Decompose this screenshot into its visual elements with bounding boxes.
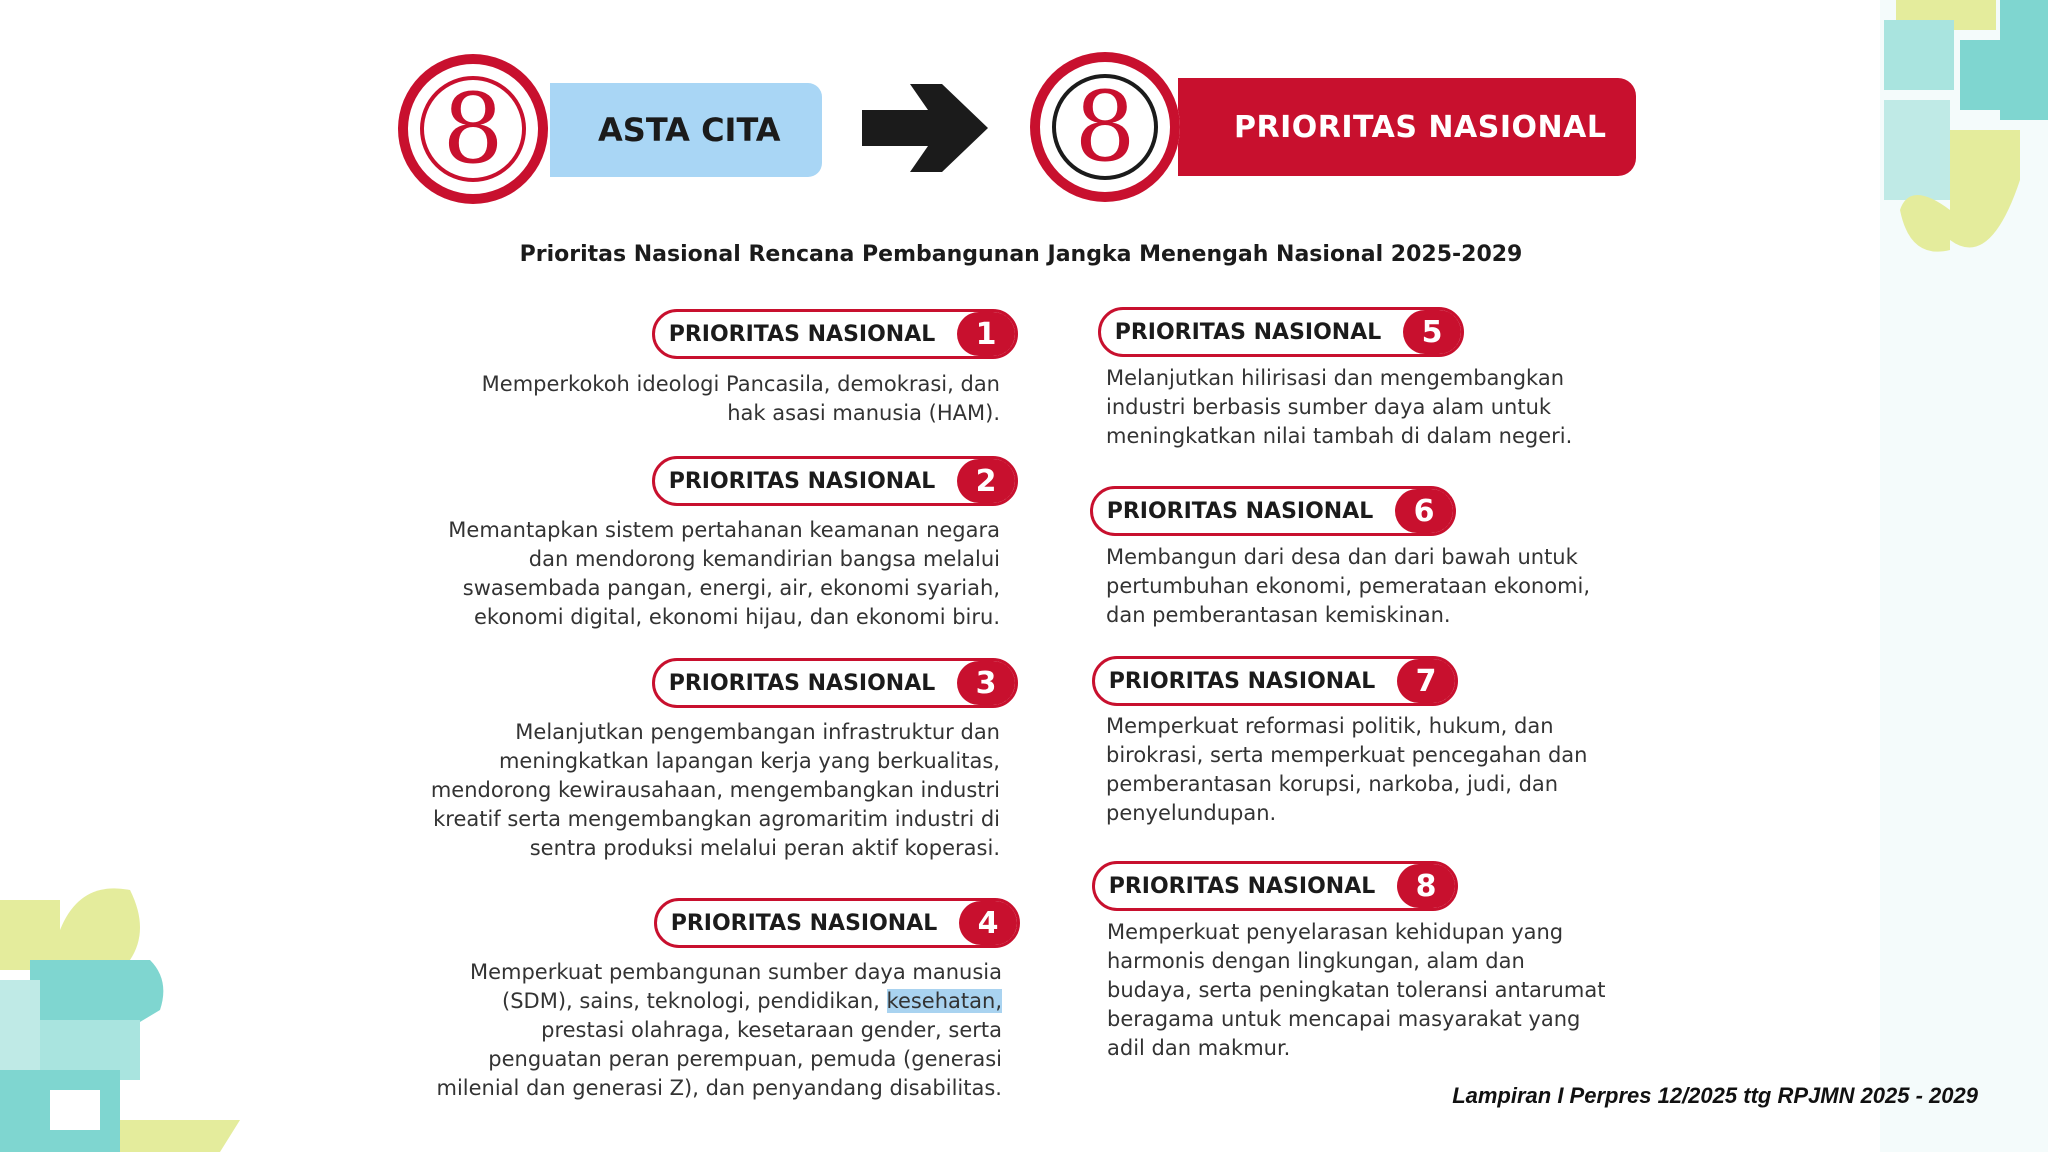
priority-label: PRIORITAS NASIONAL <box>1108 873 1376 899</box>
priority-description-6: Membangun dari desa dan dari bawah untuk pertumbuhan ekonomi, pemerataan ekonomi, dan pemberantasan kemiskinan. <box>1106 545 1591 627</box>
priority-description-1: Memperkokoh ideologi Pancasila, demokrasi, dan hak asasi manusia (HAM). <box>481 372 1000 425</box>
arrow-right-icon <box>862 80 990 176</box>
priority-number: 4 <box>959 901 1017 945</box>
decorative-corner-bottom-left <box>0 870 240 1152</box>
prioritas-nasional-label: PRIORITAS NASIONAL <box>1178 78 1636 176</box>
priority-description-3: Melanjutkan pengembangan infrastruktur dan meningkatkan lapangan kerja yang berkualitas, mendorong kewirausahaan, mengembangkan industri kreatif serta mengembangkan agromaritim industri di sentra produksi melalui peran aktif koperasi. <box>430 720 1000 860</box>
priority-description-2: Memantapkan sistem pertahanan keamanan negara dan mendorong kemandirian bangsa melalui swasembada pangan, energi, air, ekonomi syariah, ekonomi digital, ekonomi hijau, dan ekonomi biru. <box>448 518 1000 629</box>
priority-pill-6 <box>1090 486 1456 536</box>
priority-pill-5 <box>1098 307 1464 357</box>
priority-number: 8 <box>1397 864 1455 908</box>
priority-label: PRIORITAS NASIONAL <box>670 910 938 936</box>
priority-pill-4 <box>654 898 1020 948</box>
priority-label: PRIORITAS NASIONAL <box>668 670 936 696</box>
priority-description-7: Memperkuat reformasi politik, hukum, dan birokrasi, serta memperkuat pencegahan dan pemberantasan korupsi, narkoba, judi, dan penyelundupan. <box>1106 714 1588 825</box>
priority-pill-1 <box>652 309 1018 359</box>
priority-pill-2 <box>652 456 1018 506</box>
priority-label: PRIORITAS NASIONAL <box>668 468 936 494</box>
priority-number: 1 <box>957 312 1015 356</box>
highlighted-text: kesehatan, <box>886 989 1002 1013</box>
priority-description-4: Memperkuat pembangunan sumber daya manusia (SDM), sains, teknologi, pendidikan, kesehatan, prestasi olahraga, kesetaraan gender, serta penguatan peran perempuan, pemuda (generasi milenial dan generasi Z), dan penyandang disabilitas. <box>436 960 1002 1100</box>
badge-number: 8 <box>420 76 526 182</box>
priority-label: PRIORITAS NASIONAL <box>1106 498 1374 524</box>
priority-pill-3 <box>652 658 1018 708</box>
priority-number: 7 <box>1397 659 1455 703</box>
priority-label: PRIORITAS NASIONAL <box>668 321 936 347</box>
priority-pill-7 <box>1092 656 1458 706</box>
prioritas-nasional-badge <box>1030 52 1180 202</box>
priority-number: 2 <box>957 459 1015 503</box>
priority-number: 3 <box>957 661 1015 705</box>
priority-description-5: Melanjutkan hilirisasi dan mengembangkan industri berbasis sumber daya alam untuk meningkatkan nilai tambah di dalam negeri. <box>1106 366 1573 448</box>
asta-cita-label: ASTA CITA <box>550 83 822 177</box>
source-footnote: Lampiran I Perpres 12/2025 ttg RPJMN 2025 - 2029 <box>1452 1083 1978 1108</box>
badge-number: 8 <box>1052 74 1158 180</box>
priority-description-8: Memperkuat penyelarasan kehidupan yang harmonis dengan lingkungan, alam dan budaya, serta peningkatan toleransi antarumat beragama untuk mencapai masyarakat yang adil dan makmur. <box>1107 920 1606 1060</box>
asta-cita-badge <box>398 54 548 204</box>
priority-label: PRIORITAS NASIONAL <box>1108 668 1376 694</box>
page-subtitle: Prioritas Nasional Rencana Pembangunan Jangka Menengah Nasional 2025-2029 <box>519 242 1523 267</box>
priority-number: 6 <box>1395 489 1453 533</box>
priority-number: 5 <box>1403 310 1461 354</box>
priority-pill-8 <box>1092 861 1458 911</box>
priority-label: PRIORITAS NASIONAL <box>1114 319 1382 345</box>
